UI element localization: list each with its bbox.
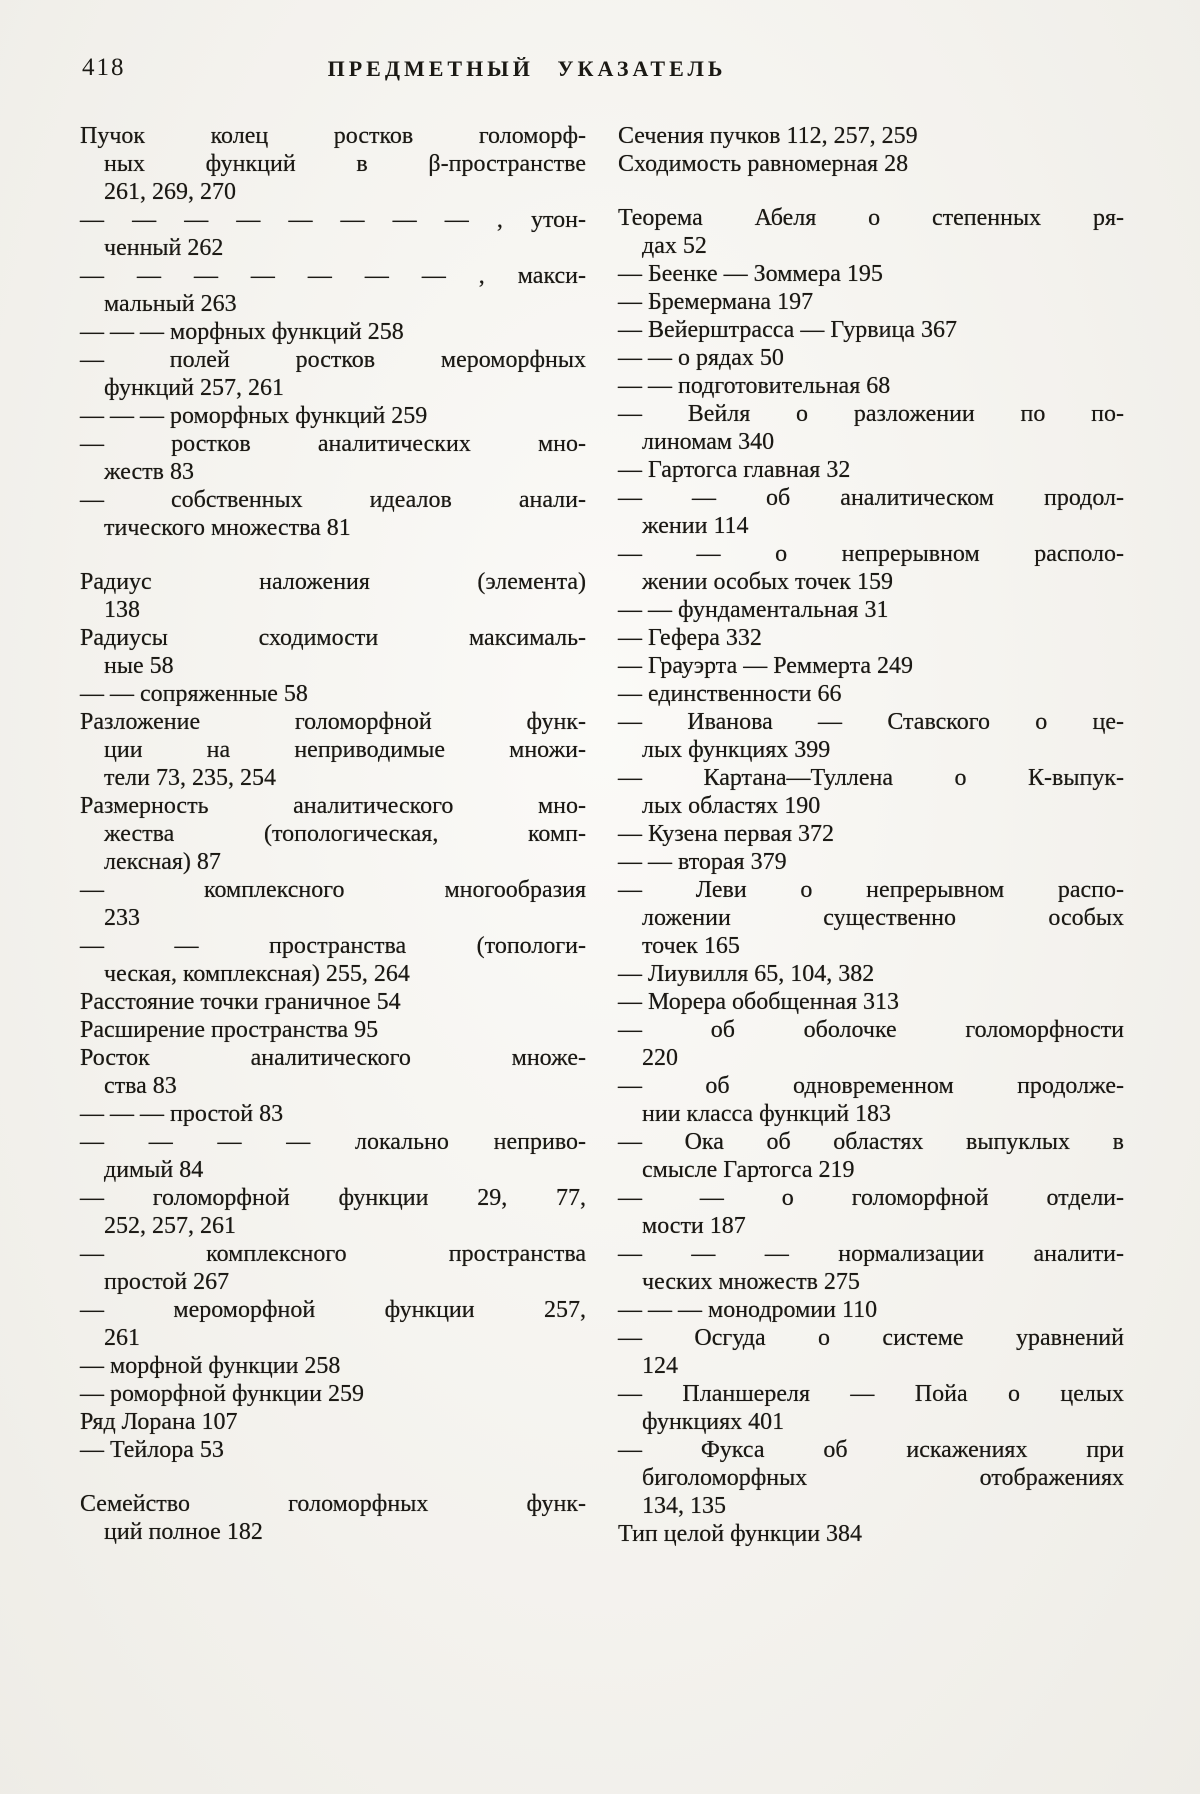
index-line: — — — нормализации аналити- (618, 1241, 1124, 1267)
index-line: Теорема Абеля о степенных ря- (618, 205, 1124, 231)
index-line: — — — — — — — , макси- (80, 263, 586, 289)
index-line: лых функциях 399 (642, 737, 831, 763)
index-line: — голоморфной функции 29, 77, (80, 1185, 586, 1211)
index-line: — Гефера 332 (618, 625, 762, 651)
index-line: — комплексного многообразия (80, 877, 586, 903)
index-line: — — — роморфных функций 259 (80, 403, 428, 429)
index-entry (80, 402, 586, 430)
index-line: мальный 263 (104, 291, 237, 317)
index-line: 233 (104, 905, 140, 931)
index-line: ций полное 182 (104, 1519, 263, 1545)
index-line: ченный 262 (104, 235, 224, 261)
index-entry (80, 262, 586, 318)
index-line: 134, 135 (642, 1493, 726, 1519)
index-line: жеств 83 (104, 459, 194, 485)
index-line: — — подготовительная 68 (618, 373, 891, 399)
index-line: ства 83 (104, 1073, 177, 1099)
index-entry (618, 764, 1124, 820)
index-entry (80, 624, 586, 680)
index-line: Семейство голоморфных функ- (80, 1491, 586, 1517)
index-line: функциях 401 (642, 1409, 785, 1435)
index-entry (618, 288, 1124, 316)
index-line: биголоморфных отображениях (642, 1465, 1124, 1491)
index-entry (80, 486, 586, 542)
index-entry (618, 596, 1124, 624)
index-line: — — — простой 83 (80, 1101, 284, 1127)
index-entry (618, 1380, 1124, 1436)
index-line: 261 (104, 1325, 140, 1351)
index-line: мости 187 (642, 1213, 746, 1239)
index-line: 252, 257, 261 (104, 1213, 236, 1239)
index-entry (618, 540, 1124, 596)
index-entry (80, 206, 586, 262)
index-entry (618, 876, 1124, 960)
index-line: — полей ростков мероморфных (80, 347, 586, 373)
index-entry (618, 1324, 1124, 1380)
index-line: — — — морфных функций 258 (80, 319, 404, 345)
index-line: жества (топологическая, комп- (104, 821, 586, 847)
index-line: точек 165 (642, 933, 740, 959)
index-entry (80, 876, 586, 932)
index-line: Разложение голоморфной функ- (80, 709, 586, 735)
index-line: — об одновременном продолже- (618, 1073, 1124, 1099)
index-entry (80, 1296, 586, 1352)
index-line: димый 84 (104, 1157, 204, 1183)
index-line: — Вейерштрасса — Гурвица 367 (618, 317, 957, 343)
index-entry (80, 792, 586, 876)
index-line: — ростков аналитических мно- (80, 431, 586, 457)
index-entry (80, 680, 586, 708)
index-line: 138 (104, 597, 140, 623)
index-line: — Кузена первая 372 (618, 821, 835, 847)
index-entry (618, 316, 1124, 344)
index-entry (618, 1128, 1124, 1184)
index-line: ные 58 (104, 653, 174, 679)
index-entry (618, 150, 1124, 178)
index-entry (618, 708, 1124, 764)
index-line: — — пространства (топологи- (80, 933, 586, 959)
index-line: — — — — — — — — , утон- (80, 207, 586, 233)
index-entry (80, 430, 586, 486)
index-line: — — фундаментальная 31 (618, 597, 889, 623)
index-line: — единственности 66 (618, 681, 842, 707)
index-line: — — вторая 379 (618, 849, 787, 875)
index-line: 124 (642, 1353, 678, 1379)
index-line: ных функций в β-пространстве (104, 151, 586, 177)
index-entry (80, 318, 586, 346)
index-line: — Вейля о разложении по по- (618, 401, 1124, 427)
index-entry (80, 1100, 586, 1128)
index-line: Расширение пространства 95 (80, 1017, 379, 1043)
index-line: — Иванова — Ставского о це- (618, 709, 1124, 735)
page-header (80, 52, 1124, 88)
index-entry (80, 122, 586, 206)
index-entry (80, 1016, 586, 1044)
index-entry (80, 1380, 586, 1408)
index-line: Радиус наложения (элемента) (80, 569, 586, 595)
index-columns (80, 122, 1124, 1548)
index-line: 261, 269, 270 (104, 179, 236, 205)
index-line: — — о голоморфной отдели- (618, 1185, 1124, 1211)
index-entry (80, 988, 586, 1016)
index-entry (618, 652, 1124, 680)
page-title: ПРЕДМЕТНЫЙ УКАЗАТЕЛЬ (327, 56, 727, 81)
index-line: Расстояние точки граничное 54 (80, 989, 401, 1015)
index-line: лых областях 190 (642, 793, 821, 819)
index-line: — — сопряженные 58 (80, 681, 308, 707)
index-line: — комплексного пространства (80, 1241, 586, 1267)
index-line: Сечения пучков 112, 257, 259 (618, 123, 918, 149)
index-line: дах 52 (642, 233, 707, 259)
index-entry (80, 708, 586, 792)
index-entry (618, 1184, 1124, 1240)
index-line: — Картана—Туллена о К-выпук- (618, 765, 1124, 791)
index-entry (80, 1044, 586, 1100)
page-number: 418 (82, 54, 126, 81)
index-line: — мероморфной функции 257, (80, 1297, 586, 1323)
index-entry (80, 1436, 586, 1464)
index-entry (618, 1436, 1124, 1520)
index-line: — морфной функции 258 (80, 1353, 341, 1379)
index-line: — Тейлора 53 (80, 1437, 224, 1463)
index-entry (618, 122, 1124, 150)
index-line: — Гартогса главная 32 (618, 457, 851, 483)
index-line: Размерность аналитического мно- (80, 793, 586, 819)
index-entry (618, 260, 1124, 288)
index-line: — Планшереля — Пойа о целых (618, 1381, 1124, 1407)
index-line: лексная) 87 (104, 849, 221, 875)
index-entry (80, 346, 586, 402)
index-line: — Лиувилля 65, 104, 382 (618, 961, 875, 987)
index-line: — об оболочке голоморфности (618, 1017, 1124, 1043)
index-entry (80, 568, 586, 624)
index-entry (80, 1128, 586, 1184)
index-entry (618, 1072, 1124, 1128)
index-entry (618, 988, 1124, 1016)
index-line: тели 73, 235, 254 (104, 765, 276, 791)
index-line: — — о непрерывном располо- (618, 541, 1124, 567)
index-entry (80, 1490, 586, 1546)
index-entry (618, 456, 1124, 484)
index-line: — — — монодромии 110 (618, 1297, 878, 1323)
index-entry (80, 932, 586, 988)
index-entry (618, 400, 1124, 456)
index-line: — Морера обобщенная 313 (618, 989, 899, 1015)
index-line: Сходимость равномерная 28 (618, 151, 909, 177)
index-line: 220 (642, 1045, 678, 1071)
index-line: ции на неприводимые множи- (104, 737, 586, 763)
index-line: — Леви о непрерывном распо- (618, 877, 1124, 903)
index-line: функций 257, 261 (104, 375, 284, 401)
index-column-right (618, 122, 1124, 1548)
index-line: простой 267 (104, 1269, 230, 1295)
index-line: Пучок колец ростков голоморф- (80, 123, 586, 149)
index-entry (80, 1408, 586, 1436)
index-entry (618, 1296, 1124, 1324)
index-entry (618, 624, 1124, 652)
index-line: — — — — локально неприво- (80, 1129, 586, 1155)
index-entry (80, 1352, 586, 1380)
index-line: — Фукса об искажениях при (618, 1437, 1124, 1463)
index-line: смысле Гартогса 219 (642, 1157, 855, 1183)
index-line: нии класса функций 183 (642, 1101, 892, 1127)
index-line: ческая, комплексная) 255, 264 (104, 961, 410, 987)
index-line: — Грауэрта — Реммерта 249 (618, 653, 914, 679)
index-line: Росток аналитического множе- (80, 1045, 586, 1071)
index-entry (618, 960, 1124, 988)
index-line: ложении существенно особых (642, 905, 1124, 931)
index-line: Радиусы сходимости максималь- (80, 625, 586, 651)
index-line: ческих множеств 275 (642, 1269, 860, 1295)
index-line: линомам 340 (642, 429, 775, 455)
index-line: жении особых точек 159 (642, 569, 893, 595)
index-line: — собственных идеалов анали- (80, 487, 586, 513)
index-line: — — о рядах 50 (618, 345, 784, 371)
index-line: Тип целой функции 384 (618, 1521, 863, 1547)
index-entry (618, 820, 1124, 848)
index-entry (618, 1240, 1124, 1296)
index-entry (80, 1240, 586, 1296)
index-entry (618, 1016, 1124, 1072)
index-entry (618, 848, 1124, 876)
index-entry (618, 372, 1124, 400)
index-entry (618, 344, 1124, 372)
index-line: — Осгуда о системе уравнений (618, 1325, 1124, 1351)
index-line: — Беенке — Зоммера 195 (618, 261, 883, 287)
index-entry (618, 1520, 1124, 1548)
index-entry (618, 484, 1124, 540)
index-entry (618, 204, 1124, 260)
index-column-left (80, 122, 586, 1548)
index-line: Ряд Лорана 107 (80, 1409, 238, 1435)
index-line: — роморфной функции 259 (80, 1381, 364, 1407)
index-line: жении 114 (642, 513, 749, 539)
index-line: — — об аналитическом продол- (618, 485, 1124, 511)
index-line: — Ока об областях выпуклых в (618, 1129, 1124, 1155)
index-line: — Бремермана 197 (618, 289, 814, 315)
index-entry (80, 1184, 586, 1240)
index-line: тического множества 81 (104, 515, 351, 541)
index-entry (618, 680, 1124, 708)
